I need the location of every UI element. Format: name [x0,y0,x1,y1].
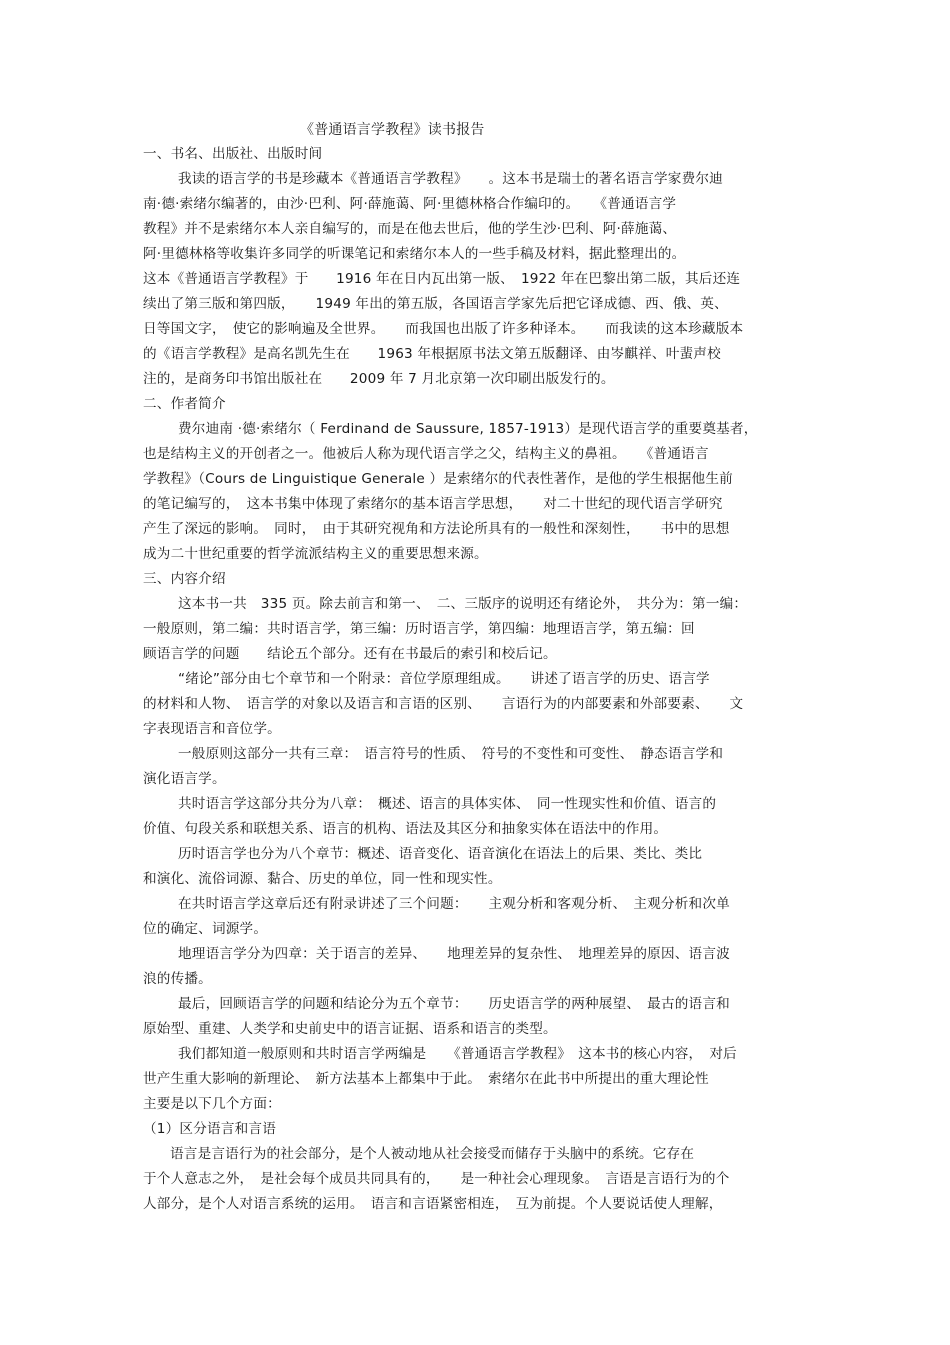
paragraph-line: 的材料和人物、 语言学的对象以及语言和言语的区别、 言语行为的内部要素和外部要素、 文 [143,696,744,712]
paragraph-line: 价值、句段关系和联想关系、语言的机构、语法及其区分和抽象实体在语法中的作用。 [143,821,668,837]
document-title: 《普通语言学教程》读书报告 [300,122,485,138]
paragraph-line: 南·德·索绪尔编著的，由沙·巴利、阿·薛施蔼、阿·里德林格合作编印的。 《普通语言学 [143,196,677,212]
paragraph-line: 阿·里德林格等收集许多同学的听课笔记和索绪尔本人的一些手稿及材料，据此整理出的。 [143,246,686,262]
paragraph-line: 共时语言学这部分共分为八章： 概述、语言的具体实体、 同一性现实性和价值、语言的 [178,796,717,812]
paragraph-line: 的《语言学教程》是高名凯先生在 1963 年根据原书法文第五版翻译、由岑麒祥、叶蜚声校 [143,346,721,362]
paragraph-line: 学教程》（Cours de Linguistique Generale ）是索绪尔的代表性著作，是他的学生根据他生前 [143,471,733,487]
paragraph-line: 顾语言学的问题 结论五个部分。还有在书最后的索引和校后记。 [143,646,557,662]
paragraph-line: 教程》并不是索绪尔本人亲自编写的，而是在他去世后，他的学生沙·巴利、阿·薛施蔼、 [143,221,677,237]
paragraph-line: 产生了深远的影响。 同时， 由于其研究视角和方法论所具有的一般性和深刻性， 书中的思想 [143,521,730,537]
paragraph-line: 我读的语言学的书是珍藏本《普通语言学教程》 。这本书是瑞士的著名语言学家费尔迪 [178,171,723,187]
section-heading: 一、书名、出版社、出版时间 [143,146,323,162]
paragraph-line: 演化语言学。 [143,771,226,787]
paragraph-line: 原始型、重建、人类学和史前史中的语言证据、语系和语言的类型。 [143,1021,557,1037]
paragraph-line: 注的，是商务印书馆出版社在 2009 年 7 月北京第一次印刷出版发行的。 [143,371,615,387]
paragraph-line: 也是结构主义的开创者之一。他被后人称为现代语言学之父，结构主义的鼻祖。 《普通语言 [143,446,709,462]
paragraph-line: 和演化、流俗词源、黏合、历史的单位，同一性和现实性。 [143,871,502,887]
paragraph-line: “绪论”部分由七个章节和一个附录：音位学原理组成。 讲述了语言学的历史、语言学 [178,671,710,687]
paragraph-line: 人部分，是个人对语言系统的运用。 语言和言语紧密相连， 互为前提。个人要说话使人理解， [143,1196,723,1212]
section-heading: 二、作者简介 [143,396,226,412]
section-heading: 三、内容介绍 [143,571,226,587]
paragraph-line: 浪的传播。 [143,971,212,987]
paragraph-line: 成为二十世纪重要的哲学流派结构主义的重要思想来源。 [143,546,488,562]
paragraph-line: 语言是言语行为的社会部分，是个人被动地从社会接受而储存于头脑中的系统。它存在 [170,1146,695,1162]
paragraph-line: 字表现语言和音位学。 [143,721,281,737]
paragraph-line: 世产生重大影响的新理论、 新方法基本上都集中于此。 索绪尔在此书中所提出的重大理论性 [143,1071,709,1087]
paragraph-line: 于个人意志之外， 是社会每个成员共同具有的， 是一种社会心理现象。 言语是言语行为的个 [143,1171,730,1187]
paragraph-line: 位的确定、词源学。 [143,921,268,937]
paragraph-line: 历时语言学也分为八个章节：概述、语音变化、语音演化在语法上的后果、类比、类比 [178,846,703,862]
paragraph-line: 的笔记编写的， 这本书集中体现了索绪尔的基本语言学思想， 对二十世纪的现代语言学研究 [143,496,723,512]
paragraph-line: 一般原则这部分一共有三章： 语言符号的性质、 符号的不变性和可变性、 静态语言学和 [178,746,724,762]
paragraph-line: 日等国文字， 使它的影响遍及全世界。 而我国也出版了许多种译本。 而我读的这本珍藏版本 [143,321,744,337]
paragraph-line: 主要是以下几个方面： [143,1096,281,1112]
paragraph-line: 一般原则，第二编：共时语言学，第三编：历时语言学，第四编：地理语言学，第五编：回 [143,621,695,637]
paragraph-line: 地理语言学分为四章：关于语言的差异、 地理差异的复杂性、 地理差异的原因、语言波 [178,946,730,962]
paragraph-line: 这本书一共 335 页。除去前言和第一、 二、三版序的说明还有绪论外， 共分为：第一编： [178,596,748,612]
subsection-heading: （1）区分语言和言语 [143,1121,276,1137]
paragraph-line: 我们都知道一般原则和共时语言学两编是 《普通语言学教程》 这本书的核心内容， 对后 [178,1046,737,1062]
paragraph-line: 在共时语言学这章后还有附录讲述了三个问题： 主观分析和客观分析、 主观分析和次单 [178,896,730,912]
paragraph-line: 续出了第三版和第四版， 1949 年出的第五版，各国语言学家先后把它译成德、西、俄、英、 [143,296,728,312]
paragraph-line: 这本《普通语言学教程》于 1916 年在日内瓦出第一版、 1922 年在巴黎出第二版，其后还连 [143,271,741,287]
paragraph-line: 最后，回顾语言学的问题和结论分为五个章节： 历史语言学的两种展望、 最古的语言和 [178,996,730,1012]
paragraph-line: 费尔迪南 ·德·索绪尔（ Ferdinand de Saussure, 1857-1913）是现代语言学的重要奠基者， [178,421,758,437]
